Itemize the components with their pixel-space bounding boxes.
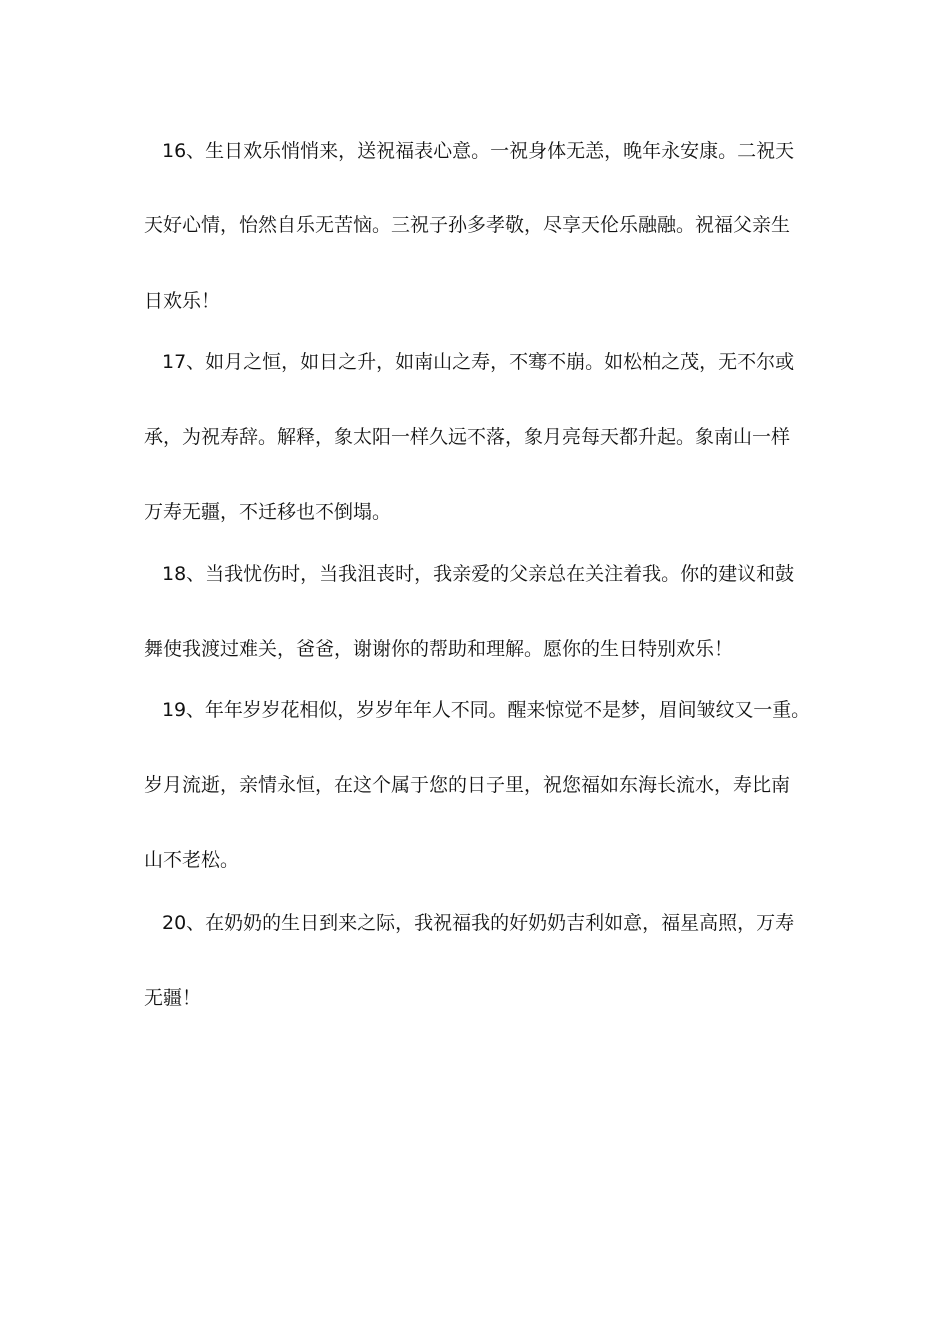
paragraph-19-line-2: 岁月流逝，亲情永恒，在这个属于您的日子里，祝您福如东海长流水，寿比南	[144, 774, 791, 796]
paragraph-17-line-1: 17、如月之恒，如日之升，如南山之寿，不骞不崩。如松柏之茂，无不尔或	[162, 351, 795, 373]
paragraph-18-line-2: 舞使我渡过难关，爸爸，谢谢你的帮助和理解。愿你的生日特别欢乐！	[144, 638, 734, 660]
paragraph-18-line-1: 18、当我忧伤时，当我沮丧时，我亲爱的父亲总在关注着我。你的建议和鼓	[162, 563, 795, 585]
paragraph-19-line-1: 19、年年岁岁花相似，岁岁年年人不同。醒来惊觉不是梦，眉间皱纹又一重。	[162, 699, 811, 721]
paragraph-16-line-3: 日欢乐！	[144, 290, 221, 312]
paragraph-17-line-3: 万寿无疆，不迁移也不倒塌。	[144, 501, 392, 523]
paragraph-20-line-1: 20、在奶奶的生日到来之际，我祝福我的好奶奶吉利如意，福星高照，万寿	[162, 912, 795, 934]
paragraph-17-line-2: 承，为祝寿辞。解释，象太阳一样久远不落，象月亮每天都升起。象南山一样	[144, 426, 791, 448]
paragraph-20-line-2: 无疆！	[144, 987, 202, 1009]
paragraph-16-line-2: 天好心情，怡然自乐无苦恼。三祝子孙多孝敬，尽享天伦乐融融。祝福父亲生	[144, 214, 791, 236]
paragraph-16-line-1: 16、生日欢乐悄悄来，送祝福表心意。一祝身体无恙，晚年永安康。二祝天	[162, 140, 795, 162]
paragraph-19-line-3: 山不老松。	[144, 849, 240, 871]
